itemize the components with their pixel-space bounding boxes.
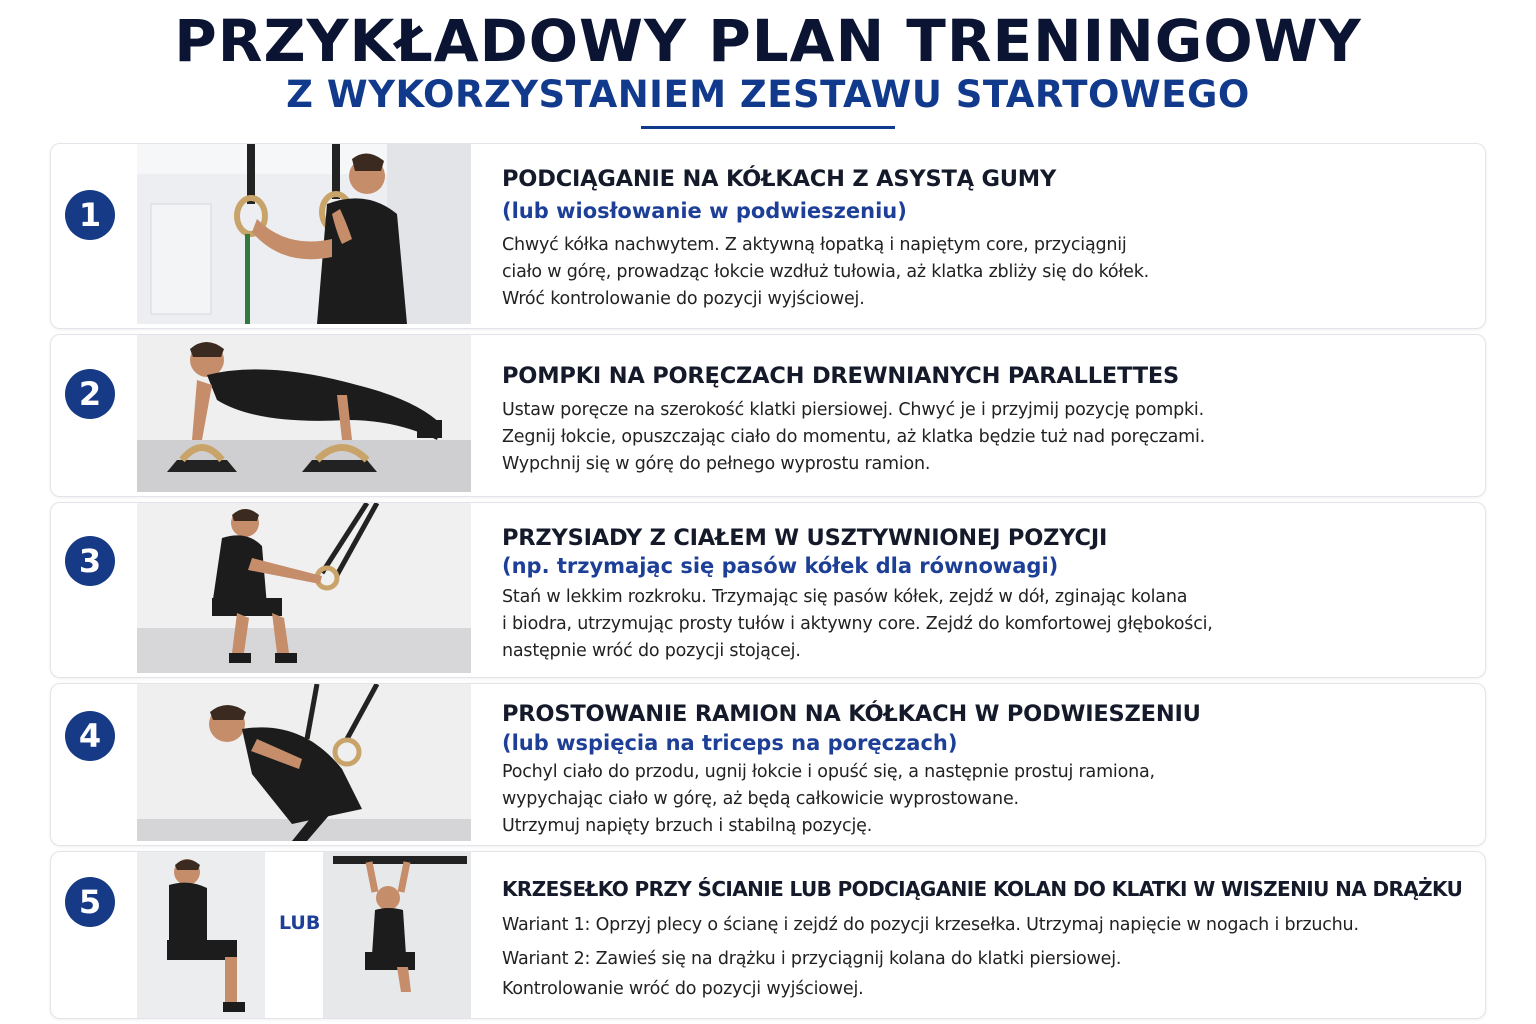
exercise-title: KRZESEŁKO PRZY ŚCIANIE LUB PODCIĄGANIE KOLAN DO KLATKI W WISZENIU NA DRĄŻKU [502, 877, 1463, 901]
description-line: Zegnij łokcie, opuszczając ciało do momentu, aż klatka będzie tuż nad poręczami. [502, 427, 1206, 447]
description-line: ciało w górę, prowadząc łokcie wzdłuż tułowia, aż klatka zbliży się do kółek. [502, 262, 1150, 282]
step-number-badge: 1 [65, 190, 115, 240]
exercise-description [502, 232, 1462, 313]
exercise-text [502, 361, 1462, 478]
or-label: LUB [279, 912, 321, 934]
exercise-photo-assisted-squats [137, 503, 471, 673]
description-line: Wróć kontrolowanie do pozycji wyjściowej. [502, 289, 865, 309]
exercise-alternative: (np. trzymając się pasów kółek dla równowagi) [502, 554, 1059, 578]
step-number-badge: 4 [65, 711, 115, 761]
exercise-text [502, 164, 1462, 313]
description-line: Ustaw poręcze na szerokość klatki piersiowej. Chwyć je i przyjmij pozycję pompki. [502, 400, 1204, 420]
description-line: Utrzymuj napięty brzuch i stabilną pozycję. [502, 816, 873, 836]
exercise-alternative: (lub wiosłowanie w podwieszeniu) [502, 199, 907, 223]
exercise-card-4 [50, 683, 1486, 846]
description-line: wypychając ciało w górę, aż będą całkowicie wyprostowane. [502, 789, 1019, 809]
exercise-title: PODCIĄGANIE NA KÓŁKACH Z ASYSTĄ GUMY [502, 166, 1057, 192]
exercise-title: PROSTOWANIE RAMION NA KÓŁKACH W PODWIESZENIU [502, 701, 1201, 727]
exercise-card-1 [50, 143, 1486, 329]
description-line: Chwyć kółka nachwytem. Z aktywną łopatką i napiętym core, przyciągnij [502, 235, 1127, 255]
description-line: Kontrolowanie wróć do pozycji wyjściowej. [502, 979, 864, 999]
exercise-title: POMPKI NA PORĘCZACH DREWNIANYCH PARALLETTES [502, 363, 1180, 389]
exercise-text [502, 523, 1462, 665]
page-title: PRZYKŁADOWY PLAN TRENINGOWY [174, 7, 1362, 75]
description-line: następnie wróć do pozycji stojącej. [502, 641, 801, 661]
page-header [0, 0, 1536, 140]
description-line: Wariant 1: Oprzyj plecy o ścianę i zejdź do pozycji krzesełka. Utrzymaj napięcie w nogach i brzuchu. [502, 915, 1359, 935]
exercise-description [502, 759, 1462, 840]
step-number-badge: 3 [65, 536, 115, 586]
exercise-description [502, 584, 1462, 665]
description-line: Pochyl ciało do przodu, ugnij łokcie i opuść się, a następnie prostuj ramiona, [502, 762, 1155, 782]
step-number-badge: 5 [65, 877, 115, 927]
description-line: Wypchnij się w górę do pełnego wyprostu ramion. [502, 454, 931, 474]
exercise-photo-parallette-pushups [137, 335, 471, 492]
step-number-badge: 2 [65, 369, 115, 419]
exercise-photo-ring-rows [137, 144, 471, 324]
page-subtitle: Z WYKORZYSTANIEM ZESTAWU STARTOWEGO [286, 73, 1250, 116]
exercise-description [502, 912, 1462, 1003]
description-line: Wariant 2: Zawieś się na drążku i przyciągnij kolana do klatki piersiowej. [502, 949, 1122, 969]
exercise-card-3 [50, 502, 1486, 678]
exercise-text [502, 699, 1462, 840]
exercise-title: PRZYSIADY Z CIAŁEM W USZTYWNIONEJ POZYCJI [502, 525, 1108, 551]
title-underline [641, 126, 895, 129]
exercise-text [502, 874, 1462, 1003]
exercise-alternative: (lub wspięcia na triceps na poręczach) [502, 731, 958, 755]
description-line: Stań w lekkim rozkroku. Trzymając się pasów kółek, zejdź w dół, zginając kolana [502, 587, 1188, 607]
description-line: i biodra, utrzymując prosty tułów i aktywny core. Zejdź do komfortowej głębokości, [502, 614, 1213, 634]
exercise-photo-wall-sit-and-hanging-knee-raise [137, 852, 471, 1018]
exercise-card-5 [50, 851, 1486, 1019]
exercise-photo-ring-triceps-extensions [137, 684, 471, 841]
exercise-card-2 [50, 334, 1486, 497]
exercise-description [502, 397, 1462, 478]
